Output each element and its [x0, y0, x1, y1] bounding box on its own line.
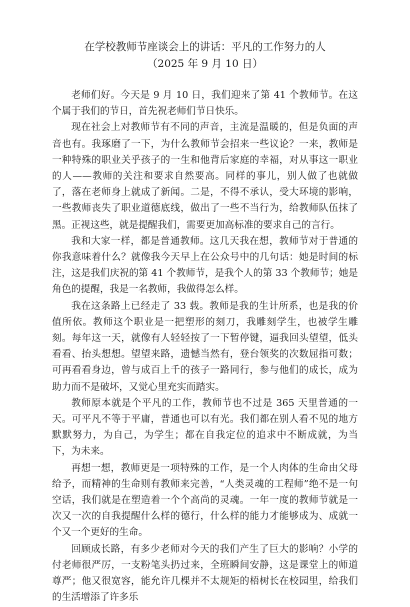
paragraph-2: 现在社会上对教师节有不同的声音，主流是温暖的，但是负面的声音也有。我琢磨了一下，为什么教师节会招来一些议论？一来，教师是一种特殊的职业关乎孩子的一生和他背后家庭的幸福，对从事这一职业的人——教师的关注和要求自然要高。同样的事儿，别人做了也就做了，落在老师身上就成了新闻。二是，不得不承认，受大环境的影响，一些教师丧失了职业道德底线，做出了一些不当行为，给教师队伍抹了黑。正视这些，就是提醒我们，需要更加高标准的要求自己的言行。: [52, 122, 358, 231]
document-date: （2025 年 9 月 10 日）: [147, 58, 263, 70]
paragraph-5: 教师原本就是个平凡的工作，教师节也不过是 365 天里普通的一天。可平凡不等于平庸，普通也可以有光。我们都在别人看不见的地方默默努力，为自己，为学生；都在自我定位的追求中不断成就，为当下，为未来。: [52, 397, 358, 458]
paragraph-1: 老师们好。今天是 9 月 10 日，我们迎来了第 41 个教师节。在这个属于我们的节日，首先祝老师们节日快乐。: [52, 90, 358, 118]
paragraph-7: 回顾成长路，有多少老师对今天的我们产生了巨大的影响？小学的付老师很严厉，一支粉笔头扔过来，全班瞬间安静，这是课堂上的师道尊严；他又很宽容，能允许几棵并不太规矩的梧树长在校园里，给我们的生活增添了许多乐: [52, 543, 358, 604]
document-title: 在学校教师节座谈会上的讲话：平凡的工作努力的人: [84, 41, 326, 53]
paragraph-3: 我和大家一样，都是普通教师。这几天我在想，教师节对于普通的你我意味着什么？就像我今天早上在公众号中的几句话：她是时间的标注，这是我们庆祝的第 41 个教师节，是我个人的第 33 个教师节；她是角色的提醒，我是一名教师，我做得怎么样。: [52, 235, 358, 296]
paragraph-6: 再想一想，教师更是一项特殊的工作，是一个人肉体的生命由父母给予，而精神的生命则有教师来完善，“人类灵魂的工程师”绝不是一句空话，我们就是在塑造着一个个高尚的灵魂。一年一度的教师节就是一次又一次的自我提醒什么样的德行，什么样的能力才能够成为、成就一个又一个更好的生命。: [52, 462, 358, 539]
paragraph-4: 我在这条路上已经走了 33 载。教师是我的生计所系，也是我的价值所依。教师这个职业是一把塑形的刻刀，我雕刻学生，也被学生雕刻。每年这一天，就像有人轻轻按了一下暂停键，逼我回头望望，低头看看、抬头想想。望望来路，遗憾当然有，登台领奖的次数屈指可数；可再看看身边，曾与成百上千的孩子一路同行，参与他们的成长，成为助力而不是破坏，又觉心里充实而踏实。: [52, 300, 358, 393]
